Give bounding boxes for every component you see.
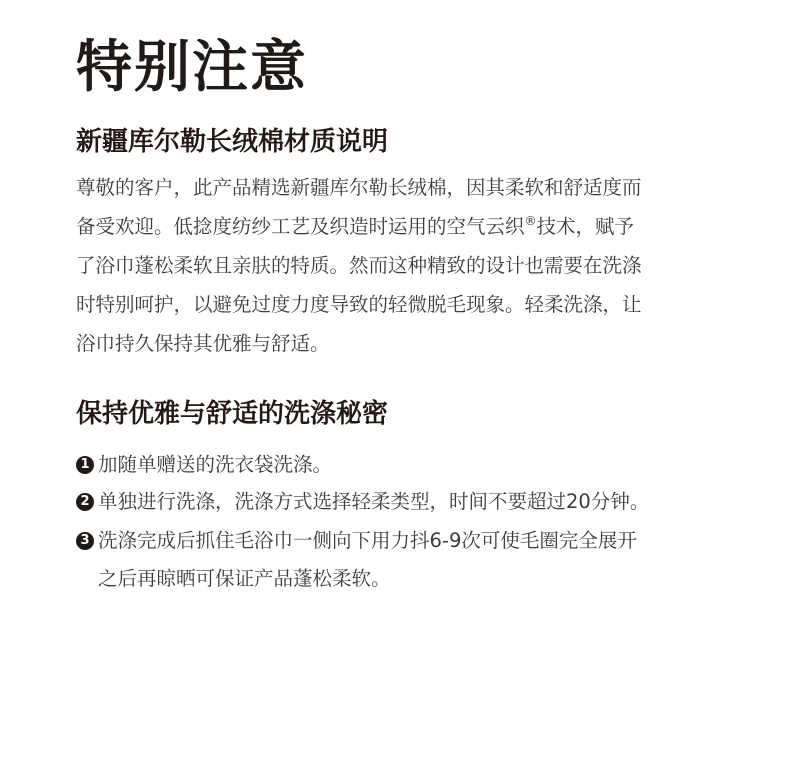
care-section-heading: 保持优雅与舒适的洗涤秘密: [76, 399, 389, 429]
material-paragraph-text: 技术，赋予: [536, 215, 635, 238]
material-paragraph-line: 尊敬的客户，此产品精选新疆库尔勒长绒棉，因其柔软和舒适度而: [76, 176, 642, 199]
care-tip-text: 洗涤完成后抓住毛浴巾一侧向下用力抖6-9次可使毛圈完全展开: [98, 529, 637, 552]
care-tip-item: [76, 526, 637, 556]
care-tip-item: [76, 450, 332, 480]
material-section-heading: 新疆库尔勒长绒棉材质说明: [76, 127, 389, 157]
tip-number-badge: 1: [76, 456, 94, 474]
material-paragraph-line: 时特别呵护，以避免过度力度导致的轻微脱毛现象。轻柔洗涤，让: [76, 293, 642, 316]
tip-number-badge: 2: [76, 493, 94, 511]
tip-number-badge: 3: [76, 532, 94, 550]
care-tip-text: 加随单赠送的洗衣袋洗涤。: [98, 453, 333, 476]
material-paragraph-line: 了浴巾蓬松柔软且亲肤的特质。然而这种精致的设计也需要在洗涤: [76, 254, 642, 277]
care-tip-text: 单独进行洗涤，洗涤方式选择轻柔类型，时间不要超过20分钟。: [98, 490, 650, 513]
registered-trademark-mark: ®: [524, 214, 537, 228]
material-paragraph-line: [76, 212, 634, 242]
page-title: 特别注意: [76, 35, 308, 100]
care-tip-continuation: 之后再晾晒可保证产品蓬松柔软。: [98, 567, 391, 590]
material-paragraph-line: 浴巾持久保持其优雅与舒适。: [76, 332, 330, 355]
material-paragraph-text: 备受欢迎。低捻度纺纱工艺及织造时运用的空气云织: [76, 215, 525, 238]
care-tip-item: [76, 487, 649, 517]
